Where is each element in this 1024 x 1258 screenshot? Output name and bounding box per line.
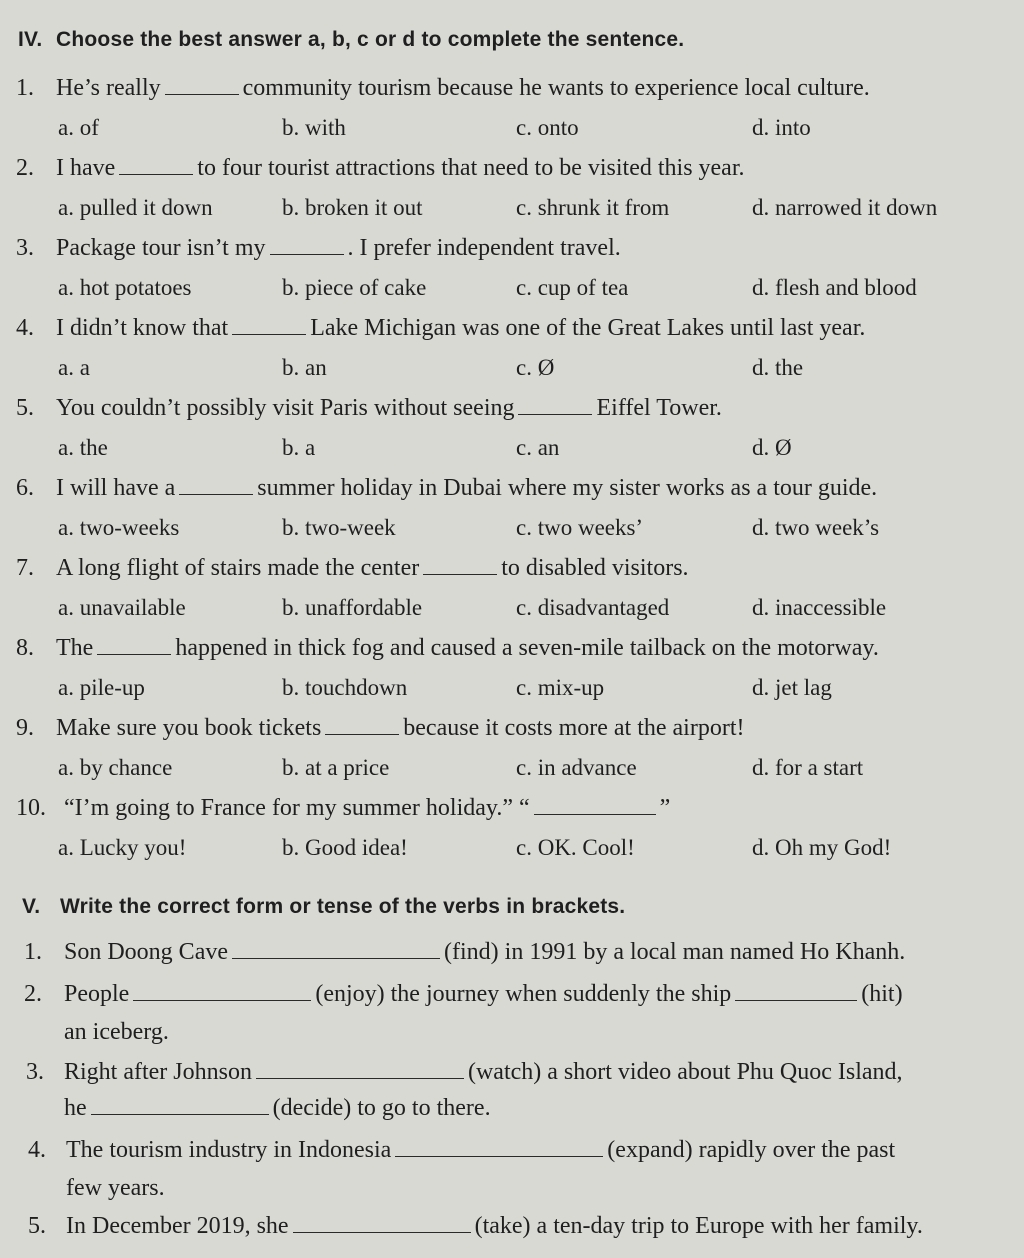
item-text: (enjoy) the journey when suddenly the ship: [315, 981, 732, 1007]
answer-blank[interactable]: [293, 1210, 471, 1233]
question-text-before: “I’m going to France for my summer holiday.” “: [64, 795, 530, 821]
option-b: b. touchdown: [282, 675, 408, 700]
verb-item-3: [0, 1056, 1024, 1088]
question-text-after: to four tourist attractions that need to be visited this year.: [197, 155, 745, 181]
option-a: a. pulled it down: [58, 195, 213, 220]
question-number: 6.: [16, 475, 34, 501]
item-text: In December 2019, she: [66, 1213, 289, 1239]
answer-blank[interactable]: [518, 392, 592, 415]
question-4: [0, 312, 1024, 344]
question-3: [0, 232, 1024, 264]
question-2-options: [0, 192, 1024, 224]
item-text: (expand) rapidly over the past: [607, 1137, 896, 1163]
option-a: a. two-weeks: [58, 515, 180, 540]
answer-blank[interactable]: [395, 1134, 603, 1157]
option-a: a. hot potatoes: [58, 275, 192, 300]
option-c: c. OK. Cool!: [516, 835, 635, 860]
question-text-after: . I prefer independent travel.: [347, 235, 621, 261]
question-5: [0, 392, 1024, 424]
answer-blank[interactable]: [423, 552, 497, 575]
verb-item-4: [0, 1134, 1024, 1166]
question-number: 8.: [16, 635, 34, 661]
item-number: 4.: [28, 1137, 46, 1163]
answer-blank[interactable]: [256, 1056, 464, 1079]
item-text: (hit): [861, 981, 903, 1007]
option-d: d. two week’s: [752, 515, 880, 540]
answer-blank[interactable]: [232, 312, 306, 335]
section-5-number: V.: [22, 895, 41, 918]
question-text-after: community tourism because he wants to experience local culture.: [242, 75, 870, 101]
item-text: few years.: [66, 1175, 165, 1201]
section-4-title: Choose the best answer a, b, c or d to complete the sentence.: [56, 28, 685, 51]
question-number: 3.: [16, 235, 34, 261]
question-1-options: [0, 112, 1024, 144]
question-7-options: [0, 592, 1024, 624]
question-text-before: Make sure you book tickets: [56, 715, 322, 741]
option-b: b. piece of cake: [282, 275, 427, 300]
item-text: (take) a ten-day trip to Europe with her family.: [474, 1213, 923, 1239]
question-text-before: Package tour isn’t my: [56, 235, 266, 261]
option-a: a. Lucky you!: [58, 835, 187, 860]
item-text: he: [64, 1095, 87, 1121]
answer-blank[interactable]: [97, 632, 171, 655]
item-text: an iceberg.: [64, 1019, 169, 1045]
item-number: 2.: [24, 981, 42, 1007]
item-text: People: [64, 981, 130, 1007]
answer-blank[interactable]: [165, 72, 239, 95]
question-10-options: [0, 832, 1024, 864]
option-a: a. unavailable: [58, 595, 186, 620]
option-d: d. inaccessible: [752, 595, 887, 620]
answer-blank[interactable]: [270, 232, 344, 255]
answer-blank[interactable]: [119, 152, 193, 175]
question-text-before: I will have a: [56, 475, 176, 501]
question-2: [0, 152, 1024, 184]
option-d: d. the: [752, 355, 804, 380]
question-9: [0, 712, 1024, 744]
option-a: a. of: [58, 115, 99, 140]
section-5-heading: [22, 895, 625, 919]
option-a: a. pile-up: [58, 675, 145, 700]
question-5-options: [0, 432, 1024, 464]
item-text: (watch) a short video about Phu Quoc Island,: [467, 1059, 903, 1085]
answer-blank[interactable]: [133, 978, 311, 1001]
question-text-after: because it costs more at the airport!: [403, 715, 745, 741]
option-d: d. flesh and blood: [752, 275, 917, 300]
option-c: c. onto: [516, 115, 579, 140]
question-1: [0, 72, 1024, 104]
answer-blank[interactable]: [179, 472, 253, 495]
answer-blank[interactable]: [534, 792, 656, 815]
option-a: a. a: [58, 355, 90, 380]
question-text-before: The: [56, 635, 94, 661]
option-b: b. a: [282, 435, 316, 460]
item-text: Son Doong Cave: [64, 939, 228, 965]
item-number: 5.: [28, 1213, 46, 1239]
question-6-options: [0, 512, 1024, 544]
question-text-before: I have: [56, 155, 116, 181]
item-number: 3.: [26, 1059, 44, 1085]
option-d: d. narrowed it down: [752, 195, 938, 220]
item-number: 1.: [24, 939, 42, 965]
option-c: c. disadvantaged: [516, 595, 670, 620]
option-b: b. broken it out: [282, 195, 423, 220]
item-text: (decide) to go to there.: [272, 1095, 491, 1121]
option-b: b. Good idea!: [282, 835, 408, 860]
option-d: d. jet lag: [752, 675, 832, 700]
question-7: [0, 552, 1024, 584]
question-4-options: [0, 352, 1024, 384]
option-c: c. mix-up: [516, 675, 605, 700]
option-c: c. an: [516, 435, 560, 460]
option-b: b. unaffordable: [282, 595, 423, 620]
question-10: [0, 792, 1024, 824]
question-text-after: summer holiday in Dubai where my sister works as a tour guide.: [257, 475, 878, 501]
item-text: (find) in 1991 by a local man named Ho Khanh.: [444, 939, 906, 965]
section-5-title: Write the correct form or tense of the verbs in brackets.: [60, 895, 626, 918]
section-4-number: IV.: [18, 28, 43, 51]
question-8: [0, 632, 1024, 664]
question-text-after: ”: [659, 795, 671, 821]
option-c: c. in advance: [516, 755, 637, 780]
option-c: c. two weeks’: [516, 515, 644, 540]
answer-blank[interactable]: [91, 1092, 269, 1115]
option-c: c. Ø: [516, 355, 555, 380]
answer-blank[interactable]: [325, 712, 399, 735]
item-text: Right after Johnson: [64, 1059, 252, 1085]
question-number: 2.: [16, 155, 34, 181]
verb-item-4-continued: [0, 1172, 1024, 1204]
option-b: b. two-week: [282, 515, 396, 540]
question-number: 9.: [16, 715, 34, 741]
option-a: a. by chance: [58, 755, 173, 780]
option-b: b. at a price: [282, 755, 390, 780]
question-text-after: happened in thick fog and caused a seven-mile tailback on the motorway.: [175, 635, 879, 661]
verb-item-2-continued: [0, 1016, 1024, 1048]
question-text-after: Eiffel Tower.: [596, 395, 722, 421]
question-number: 1.: [16, 75, 34, 101]
answer-blank[interactable]: [232, 936, 440, 959]
option-c: c. shrunk it from: [516, 195, 670, 220]
verb-item-2: [0, 978, 1024, 1010]
question-3-options: [0, 272, 1024, 304]
option-d: d. Ø: [752, 435, 792, 460]
question-6: [0, 472, 1024, 504]
question-number: 10.: [16, 795, 46, 821]
option-d: d. into: [752, 115, 811, 140]
option-d: d. Oh my God!: [752, 835, 892, 860]
question-text-before: He’s really: [56, 75, 161, 101]
option-b: b. an: [282, 355, 327, 380]
question-text-after: to disabled visitors.: [501, 555, 689, 581]
option-c: c. cup of tea: [516, 275, 629, 300]
question-number: 7.: [16, 555, 34, 581]
question-number: 5.: [16, 395, 34, 421]
question-text-before: I didn’t know that: [56, 315, 229, 341]
question-8-options: [0, 672, 1024, 704]
question-number: 4.: [16, 315, 34, 341]
option-d: d. for a start: [752, 755, 864, 780]
verb-item-3-continued: [0, 1092, 1024, 1124]
section-4-heading: [18, 28, 684, 52]
question-text-before: A long flight of stairs made the center: [56, 555, 420, 581]
question-text-before: You couldn’t possibly visit Paris without seeing: [56, 395, 515, 421]
verb-item-5: [0, 1210, 1024, 1242]
question-text-after: Lake Michigan was one of the Great Lakes until last year.: [310, 315, 866, 341]
option-b: b. with: [282, 115, 346, 140]
option-a: a. the: [58, 435, 108, 460]
answer-blank[interactable]: [735, 978, 857, 1001]
question-9-options: [0, 752, 1024, 784]
verb-item-1: [0, 936, 1024, 968]
item-text: The tourism industry in Indonesia: [66, 1137, 392, 1163]
